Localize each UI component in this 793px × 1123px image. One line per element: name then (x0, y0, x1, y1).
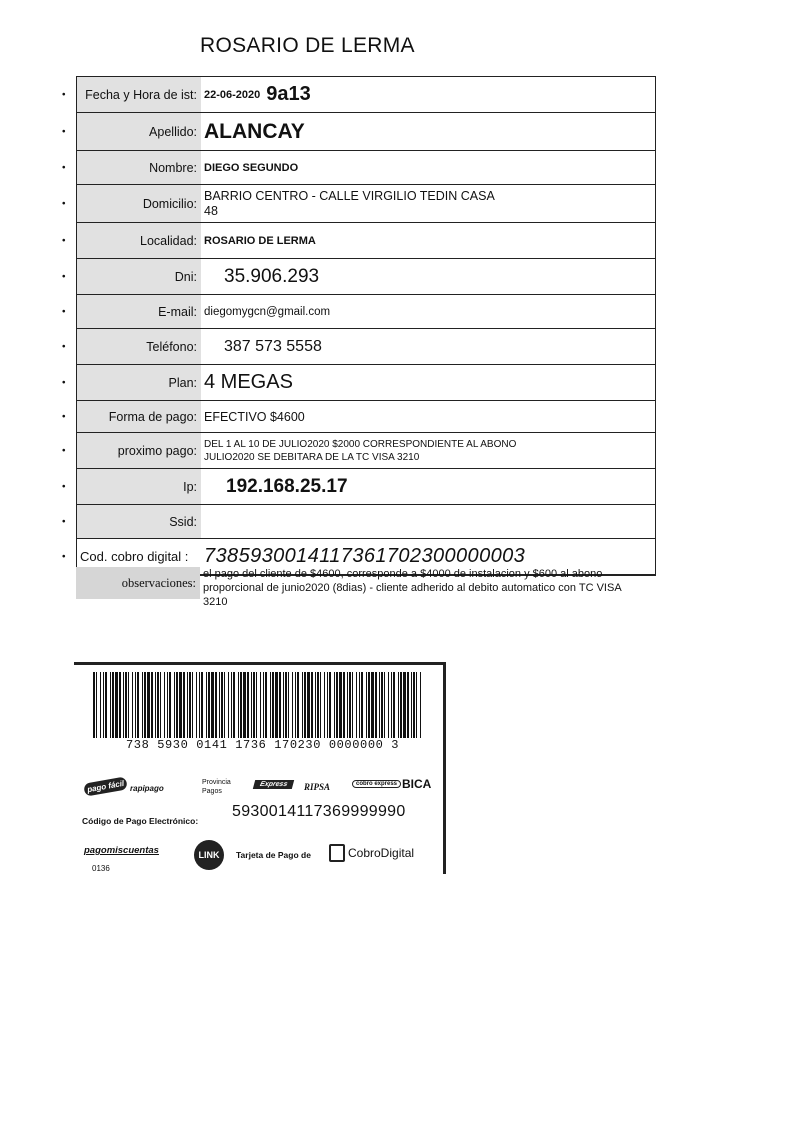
bullet: • (62, 481, 66, 492)
bullet: • (62, 306, 66, 317)
barcode-bar (132, 672, 133, 738)
barcode-bar (371, 672, 374, 738)
label-fecha: Fecha y Hora de ist: (77, 77, 201, 112)
barcode-bar (251, 672, 252, 738)
barcode-bar (349, 672, 351, 738)
barcode-bar (157, 672, 159, 738)
payment-code: 5930014117369999990 (232, 803, 406, 820)
barcode-bar (240, 672, 242, 738)
value-email (204, 295, 655, 328)
label-observaciones: observaciones: (76, 567, 200, 599)
barcode-bar (361, 672, 363, 738)
forma-pago-text: EFECTIVO $4600 (204, 409, 305, 424)
barcode-bar (96, 672, 97, 738)
label-localidad: Localidad: (77, 223, 201, 258)
payment-network-logos (82, 774, 442, 804)
barcode-bar (103, 672, 104, 738)
barcode-bar (201, 672, 203, 738)
label-cod-cobro: Cod. cobro digital : (80, 549, 189, 564)
label-ip: Ip: (77, 469, 201, 504)
barcode-bar (169, 672, 171, 738)
barcode-bar (167, 672, 168, 738)
bullet: • (62, 198, 66, 209)
barcode-bar (270, 672, 271, 738)
fecha-date: 22-06-2020 (204, 88, 261, 101)
barcode-bar (119, 672, 121, 738)
proximo-pago-line1: DEL 1 AL 10 DE JULIO2020 $2000 CORRESPONDIENTE AL ABONO (204, 438, 517, 450)
provincia-pagos-logo: Provincia Pagos (202, 779, 231, 795)
barcode-bar (393, 672, 395, 738)
row-ip (62, 469, 656, 505)
barcode-bar (400, 672, 402, 738)
barcode-bar (176, 672, 178, 738)
barcode-bar (211, 672, 214, 738)
barcode-bar (283, 672, 284, 738)
label-nombre: Nombre: (77, 151, 201, 184)
bullet: • (62, 271, 66, 282)
label-email: E-mail: (77, 295, 201, 328)
label-apellido: Apellido: (77, 113, 201, 150)
barcode-bar (196, 672, 197, 738)
barcode-bar (368, 672, 370, 738)
barcode-image (91, 672, 425, 746)
barcode-bar (285, 672, 287, 738)
barcode-bar (315, 672, 316, 738)
localidad-text: ROSARIO DE LERMA (204, 234, 316, 247)
ip-text: 192.168.25.17 (226, 475, 348, 497)
plan-text: 4 MEGAS (204, 371, 293, 393)
barcode-bar (297, 672, 299, 738)
barcode-bar (110, 672, 111, 738)
barcode-bar (407, 672, 409, 738)
barcode-bar (231, 672, 232, 738)
payment-coupon (74, 662, 446, 874)
barcode-bar (295, 672, 296, 738)
cobrodigital-logo (329, 844, 414, 862)
value-plan (204, 365, 655, 400)
barcode-bar (339, 672, 342, 738)
barcode-bar (144, 672, 146, 738)
barcode-bar (416, 672, 417, 738)
barcode-bar (147, 672, 150, 738)
row-proximo-pago (62, 433, 656, 469)
label-dni: Dni: (77, 259, 201, 294)
barcode-bar (381, 672, 383, 738)
barcode-bar (93, 672, 95, 738)
barcode-bar (228, 672, 229, 738)
barcode-bar (233, 672, 235, 738)
value-proximo-pago (204, 433, 655, 468)
pagofacil-logo: pago fácil (83, 776, 128, 796)
bullet: • (62, 516, 66, 527)
barcode-bar (128, 672, 129, 738)
label-forma-pago: Forma de pago: (77, 401, 201, 432)
barcode-bar (253, 672, 255, 738)
domicilio-line2: 48 (204, 203, 218, 218)
fecha-time: 9a13 (266, 83, 311, 105)
row-fecha (62, 77, 656, 113)
cobroexpress-logo: cobro express (352, 780, 401, 788)
barcode-bar (164, 672, 165, 738)
observations-text: el pago del cliente de $4600, corresponde a $4000 de instalacion y $600 al abono proporcional de junio2020 (8dias) - cliente adherido al debito automatico con TC VISA 3210 (203, 568, 622, 608)
barcode-bar (135, 672, 136, 738)
document-title: ROSARIO DE LERMA (200, 34, 415, 57)
barcode-bar (292, 672, 293, 738)
barcode-bar (320, 672, 321, 738)
barcode-bar (137, 672, 139, 738)
barcode-bar (192, 672, 193, 738)
barcode-bar (105, 672, 107, 738)
barcode-bar (279, 672, 281, 738)
barcode-bar (375, 672, 377, 738)
barcode-bar (334, 672, 335, 738)
barcode-bar (189, 672, 191, 738)
label-proximo-pago: proximo pago: (77, 433, 201, 468)
bullet: • (62, 235, 66, 246)
barcode-bar (112, 672, 114, 738)
row-localidad (62, 223, 656, 259)
barcode-bar (327, 672, 328, 738)
nombre-text: DIEGO SEGUNDO (204, 161, 299, 174)
row-forma-pago (62, 401, 656, 433)
barcode-bar (115, 672, 118, 738)
barcode-bar (243, 672, 246, 738)
barcode-bar (221, 672, 223, 738)
barcode-bar (275, 672, 278, 738)
barcode-bar (420, 672, 421, 738)
barcode-bar (256, 672, 257, 738)
barcode-bar (247, 672, 249, 738)
value-forma-pago (204, 401, 655, 432)
link-logo: LINK (194, 840, 224, 870)
row-dni (62, 259, 656, 295)
barcode-bar (403, 672, 406, 738)
barcode-bar (125, 672, 127, 738)
barcode-bar (174, 672, 175, 738)
proximo-pago-line2: JULIO2020 SE DEBITARA DE LA TC VISA 3210 (204, 451, 420, 463)
value-dni (204, 259, 655, 294)
barcode-bar (199, 672, 200, 738)
barcode-number: 738 5930 0141 1736 170230 0000000 3 (126, 738, 400, 752)
barcode-bar (219, 672, 220, 738)
bullet: • (62, 377, 66, 388)
barcode-bar (142, 672, 143, 738)
barcode-bar (155, 672, 156, 738)
barcode-bar (329, 672, 331, 738)
ripsa-logo: RIPSA (304, 782, 331, 792)
row-apellido (62, 113, 656, 151)
email-text: diegomygcn@gmail.com (204, 305, 331, 318)
value-localidad (204, 223, 655, 258)
barcode-bar (224, 672, 225, 738)
label-plan: Plan: (77, 365, 201, 400)
barcode-bar (311, 672, 313, 738)
barcode-bar (302, 672, 303, 738)
barcode-bar (100, 672, 101, 738)
barcode-bar (238, 672, 239, 738)
barcode-bar (356, 672, 357, 738)
barcode-bar (160, 672, 161, 738)
pagomiscuentas-logo: pagomiscuentas (84, 845, 159, 856)
payment-code-label: Código de Pago Electrónico: (82, 816, 199, 826)
express-logo: Express (253, 780, 295, 789)
cobrodigital-text: CobroDigital (348, 846, 415, 860)
domicilio-line1: BARRIO CENTRO - CALLE VIRGILIO TEDIN CASA (204, 188, 495, 203)
row-email (62, 295, 656, 329)
barcode-bar (304, 672, 306, 738)
client-form-table (62, 76, 656, 576)
barcode-bar (151, 672, 153, 738)
value-telefono (204, 329, 655, 364)
label-ssid: Ssid: (77, 505, 201, 538)
barcode-bar (123, 672, 124, 738)
telefono-text: 387 573 5558 (224, 337, 322, 355)
value-nombre (204, 151, 655, 184)
bullet: • (62, 551, 66, 562)
row-plan (62, 365, 656, 401)
barcode-bar (288, 672, 289, 738)
barcode-bar (324, 672, 325, 738)
barcode-bar (413, 672, 415, 738)
value-apellido (204, 113, 655, 150)
barcode-bar (391, 672, 392, 738)
barcode-bar (347, 672, 348, 738)
cobrodigital-icon (329, 844, 345, 862)
bullet: • (62, 89, 66, 100)
barcode-bar (398, 672, 399, 738)
barcode-bar (307, 672, 310, 738)
barcode-bar (206, 672, 207, 738)
value-domicilio (204, 185, 655, 222)
barcode-bar (208, 672, 210, 738)
barcode-bar (336, 672, 338, 738)
barcode-bar (317, 672, 319, 738)
value-ssid (204, 505, 655, 538)
dni-text: 35.906.293 (224, 265, 320, 287)
bica-logo: BICA (402, 777, 432, 791)
bullet: • (62, 341, 66, 352)
barcode-bar (183, 672, 185, 738)
barcode-bar (215, 672, 217, 738)
barcode-bar (265, 672, 267, 738)
label-domicilio: Domicilio: (77, 185, 201, 222)
barcode-bar (272, 672, 274, 738)
barcode-bar (384, 672, 385, 738)
bullet: • (62, 162, 66, 173)
barcode-bar (260, 672, 261, 738)
barcode-bar (187, 672, 188, 738)
barcode-bar (263, 672, 264, 738)
barcode-bar (179, 672, 182, 738)
row-nombre (62, 151, 656, 185)
barcode-bar (411, 672, 412, 738)
row-ssid (62, 505, 656, 539)
value-fecha (204, 77, 655, 112)
barcode-bar (359, 672, 360, 738)
value-ip (204, 469, 655, 504)
row-telefono (62, 329, 656, 365)
cod-cobro-text: 7385930014117361702300000003 (204, 545, 526, 567)
barcode-bar (366, 672, 367, 738)
barcode-bar (388, 672, 389, 738)
pagomiscuentas-code: 0136 (92, 864, 110, 873)
tarjeta-label: Tarjeta de Pago de (236, 850, 311, 860)
rapipago-logo: rapipago (130, 784, 164, 793)
bullet: • (62, 126, 66, 137)
label-telefono: Teléfono: (77, 329, 201, 364)
barcode-bar (343, 672, 345, 738)
apellido-text: ALANCAY (204, 119, 305, 143)
barcode-bar (379, 672, 380, 738)
row-domicilio (62, 185, 656, 223)
bullet: • (62, 411, 66, 422)
bullet: • (62, 445, 66, 456)
barcode-bar (352, 672, 353, 738)
